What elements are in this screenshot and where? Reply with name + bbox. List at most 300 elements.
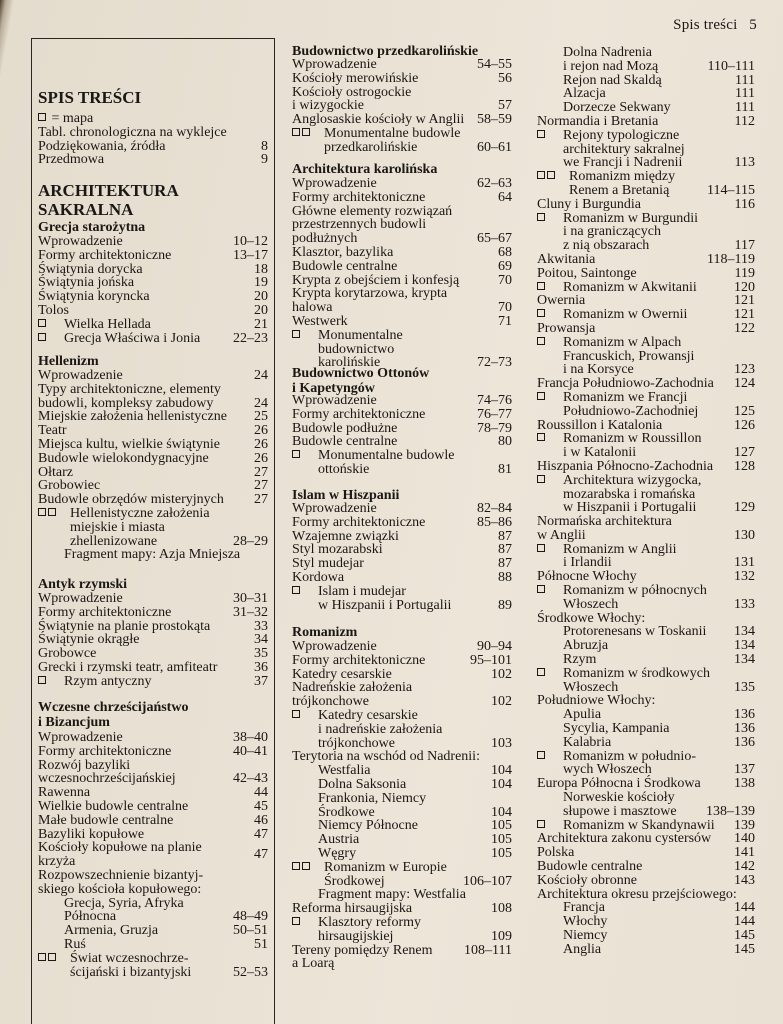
toc-entry[interactable] — [537, 336, 755, 377]
toc-entry-text: Architektura wizygocka, mozarabska i romańska w Hiszpanii i Portugalii — [563, 472, 702, 516]
toc-entry-title — [38, 332, 200, 346]
toc-entry[interactable] — [537, 860, 755, 874]
toc-entry-title: Grobowiec — [38, 478, 101, 494]
toc-entry-page: 24 — [254, 395, 268, 411]
toc-entry[interactable] — [537, 584, 755, 612]
toc-entry[interactable] — [537, 377, 755, 391]
toc-entry[interactable] — [292, 274, 512, 288]
toc-entry[interactable] — [292, 329, 512, 370]
toc-entry-page: 10–12 — [233, 234, 268, 249]
toc-entry-page: 80 — [498, 434, 512, 450]
toc-entry[interactable] — [537, 170, 755, 198]
toc-entry-title — [537, 212, 698, 253]
toc-entry[interactable] — [537, 777, 755, 791]
toc-entry-title — [38, 507, 210, 548]
toc-entry[interactable] — [537, 694, 755, 708]
toc-entry[interactable] — [38, 153, 268, 167]
toc-entry[interactable] — [537, 46, 755, 74]
toc-entry-title: Budowle centralne — [292, 258, 398, 274]
toc-entry[interactable] — [292, 502, 512, 516]
toc-entry-title: Dolna Nadrenia i rejon nad Mozą — [563, 45, 659, 74]
toc-entry-page: 111 — [735, 86, 755, 102]
toc-entry[interactable] — [537, 432, 755, 460]
toc-entry[interactable] — [292, 764, 512, 778]
toc-entry[interactable] — [537, 308, 755, 322]
toc-entry[interactable] — [537, 294, 755, 308]
toc-entry[interactable] — [537, 943, 755, 957]
toc-entry-page: 131 — [734, 555, 755, 571]
toc-entry[interactable] — [292, 654, 512, 668]
map-symbol-icon — [537, 336, 563, 377]
toc-entry-title — [38, 675, 151, 689]
toc-entry[interactable] — [38, 410, 268, 424]
part-heading: ARCHITEKTURA SAKRALNA — [38, 181, 179, 219]
toc-entry-page: 110–111 — [707, 58, 755, 74]
toc-entry-title — [537, 391, 698, 419]
toc-entry[interactable] — [537, 653, 755, 667]
toc-entry[interactable] — [38, 383, 268, 411]
toc-entry-list — [537, 46, 755, 957]
square-map-symbol-icon — [537, 668, 545, 676]
toc-entry-title: Akwitania — [537, 251, 596, 267]
toc-entry[interactable] — [38, 924, 268, 938]
toc-entry[interactable] — [537, 667, 755, 695]
toc-entry-page: 38–40 — [233, 730, 268, 745]
toc-entry-page: 21 — [254, 316, 268, 332]
map-symbol-icon — [38, 952, 70, 980]
toc-entry[interactable] — [537, 474, 755, 515]
toc-entry-title — [537, 543, 677, 571]
map-symbol-icon — [537, 584, 563, 612]
toc-entry-page: 122 — [734, 320, 755, 336]
toc-entry[interactable] — [292, 246, 512, 260]
toc-entry-page: 57 — [498, 98, 512, 114]
toc-entry-page: 71 — [498, 313, 512, 329]
toc-entry[interactable] — [292, 191, 512, 205]
map-symbol-icon — [537, 432, 563, 460]
toc-entry[interactable] — [292, 750, 512, 764]
toc-entry[interactable] — [38, 952, 268, 980]
toc-entry-page: 26 — [254, 450, 268, 466]
map-symbol-icon — [38, 507, 70, 548]
section-heading: Budownictwo przedkarolińskie — [292, 44, 479, 59]
toc-entry-title: Normandia i Bretania — [537, 113, 659, 129]
square-map-symbol-icon — [292, 917, 300, 925]
toc-entry-page: 105 — [491, 818, 512, 834]
toc-entry-title: Wprowadzenie — [292, 393, 377, 408]
toc-entry-title — [292, 709, 442, 750]
toc-entry[interactable] — [537, 115, 755, 129]
toc-entry-list — [292, 640, 512, 971]
toc-entry[interactable] — [292, 516, 512, 530]
toc-entry[interactable] — [38, 786, 268, 800]
toc-entry[interactable] — [292, 205, 512, 246]
toc-entry-title: Wprowadzenie — [292, 639, 377, 654]
toc-entry[interactable] — [292, 916, 512, 944]
toc-entry-page: 125 — [734, 403, 755, 419]
toc-entry-title: Główne elementy rozwiązań przestrzennych budowli podłużnych — [292, 203, 453, 247]
toc-entry[interactable] — [537, 253, 755, 267]
toc-entry[interactable] — [38, 759, 268, 787]
toc-entry-title: Anglia — [563, 941, 602, 957]
toc-entry-title: Reforma hirsaugijska — [292, 901, 413, 917]
toc-entry-page: 45 — [254, 798, 268, 814]
toc-entry-title: Typy architektoniczne, elementy budowli, kompleksy zabudowy — [38, 381, 221, 411]
toc-entry-title: Wprowadzenie — [38, 368, 123, 383]
toc-entry[interactable] — [38, 249, 268, 263]
toc-entry[interactable] — [292, 127, 512, 155]
toc-entry-page: 87 — [498, 542, 512, 558]
toc-entry-title: Nadreńskie założenia trójkonchowe — [292, 680, 413, 710]
toc-entry[interactable] — [38, 592, 268, 606]
toc-entry-title: Ołtarz — [38, 464, 73, 480]
toc-entry-title: Terytoria na wschód od Nadrenii: — [292, 749, 480, 765]
toc-entry-page: 70 — [498, 272, 512, 288]
toc-entry-page: 121 — [734, 293, 755, 309]
toc-entry[interactable] — [38, 304, 268, 318]
toc-entry-title — [537, 170, 675, 198]
toc-entry[interactable] — [292, 902, 512, 916]
toc-entry[interactable] — [292, 422, 512, 436]
toc-entry-title: Dolna Saksonia — [318, 776, 407, 792]
toc-entry-page: 54–55 — [477, 57, 512, 72]
toc-entry[interactable] — [38, 369, 268, 383]
toc-entry-page: 144 — [734, 914, 755, 930]
toc-entry[interactable] — [537, 625, 755, 639]
toc-entry[interactable] — [537, 832, 755, 846]
toc-entry[interactable] — [537, 198, 755, 212]
toc-entry-text: Wielka Hellada — [64, 316, 151, 332]
toc-entry-title: Niemcy Północne — [318, 818, 418, 834]
toc-entry-title — [292, 861, 447, 889]
toc-entry-title: Styl mudejar — [292, 556, 364, 572]
square-map-symbol-icon — [38, 508, 46, 516]
toc-entry[interactable] — [38, 332, 268, 346]
toc-entry-title: Budowle centralne — [537, 859, 643, 875]
toc-entry-page: 103 — [491, 735, 512, 751]
toc-entry-title: Krypta z obejściem i konfesją — [292, 272, 460, 288]
toc-entry[interactable] — [537, 819, 755, 833]
toc-entry-title: Francja — [563, 900, 605, 916]
toc-entry[interactable] — [292, 543, 512, 557]
toc-entry-title: Kościoły ostrogockie i wizygockie — [292, 84, 412, 114]
toc-entry[interactable] — [38, 647, 268, 661]
toc-entry[interactable] — [537, 888, 755, 902]
map-symbol-icon — [537, 129, 563, 170]
toc-entry-page: 51 — [254, 936, 268, 952]
toc-entry-title: Protorenesans w Toskanii — [563, 624, 707, 640]
toc-entry[interactable] — [537, 722, 755, 736]
toc-entry-page: 143 — [734, 872, 755, 888]
toc-entry-title: Rzym — [563, 652, 597, 668]
toc-entry-page: 9 — [261, 152, 268, 168]
toc-entry[interactable] — [38, 438, 268, 452]
toc-entry-title: Anglosaskie kościoły w Anglii — [292, 112, 465, 128]
toc-entry[interactable] — [38, 126, 268, 140]
toc-entry-page: 69 — [498, 258, 512, 274]
toc-entry[interactable] — [537, 281, 755, 295]
map-symbol-icon — [537, 819, 563, 833]
toc-entry[interactable] — [38, 731, 268, 745]
toc-entry-page: 124 — [734, 376, 755, 392]
toc-entry-title — [537, 667, 710, 695]
toc-entry-page: 132 — [734, 569, 755, 585]
square-map-symbol-icon — [537, 585, 545, 593]
map-symbol-icon — [292, 329, 318, 370]
toc-entry[interactable] — [38, 318, 268, 332]
toc-entry[interactable] — [537, 915, 755, 929]
toc-entry-page: 145 — [734, 941, 755, 957]
toc-entry[interactable] — [292, 435, 512, 449]
toc-entry-page: 119 — [734, 265, 755, 281]
toc-entry-title: Południowe Włochy: — [537, 693, 656, 709]
toc-entry-title — [292, 916, 421, 944]
toc-entry[interactable] — [537, 515, 755, 543]
toc-entry[interactable] — [38, 606, 268, 620]
map-symbol-icon — [537, 391, 563, 419]
toc-entry-page: 25 — [254, 409, 268, 425]
toc-entry[interactable] — [292, 72, 512, 86]
toc-entry-title: Grecki i rzymski teatr, amfiteatr — [38, 659, 218, 675]
toc-entry[interactable] — [292, 530, 512, 544]
toc-entry-title: Wprowadzenie — [292, 501, 377, 516]
toc-entry-page: 128 — [734, 458, 755, 474]
toc-entry[interactable] — [38, 290, 268, 304]
section-heading: Romanizm — [292, 625, 358, 640]
toc-entry[interactable] — [38, 493, 268, 507]
toc-entry-page: 27 — [254, 492, 268, 508]
toc-entry[interactable] — [537, 901, 755, 915]
toc-entry[interactable] — [292, 709, 512, 750]
toc-entry-page: 36 — [254, 659, 268, 675]
toc-entry-title: Formy architektoniczne — [38, 247, 172, 263]
toc-entry-title: Polska — [537, 845, 575, 861]
toc-entry-title: Kościoły kopułowe na planie krzyża — [38, 840, 202, 870]
toc-entry[interactable] — [537, 460, 755, 474]
toc-entry[interactable] — [38, 938, 268, 952]
toc-entry[interactable] — [292, 847, 512, 861]
toc-entry-list — [292, 177, 512, 370]
toc-entry-page: 105 — [491, 845, 512, 861]
toc-entry[interactable] — [292, 86, 512, 114]
toc-entry[interactable] — [38, 466, 268, 480]
section-heading: Wczesne chrześcijaństwo i Bizancjum — [38, 700, 189, 730]
toc-entry[interactable] — [292, 778, 512, 792]
toc-entry-title: Roussillon i Katalonia — [537, 417, 663, 433]
toc-entry-page: 8 — [261, 138, 268, 154]
toc-entry-title: Cluny i Burgundia — [537, 196, 641, 212]
toc-entry[interactable] — [537, 736, 755, 750]
part-heading: SPIS TREŚCI — [38, 88, 142, 107]
toc-entry[interactable] — [292, 888, 512, 902]
toc-entry[interactable] — [292, 449, 512, 477]
toc-entry-page: 134 — [734, 624, 755, 640]
toc-entry[interactable] — [292, 260, 512, 274]
toc-entry[interactable] — [292, 394, 512, 408]
toc-entry[interactable] — [292, 668, 512, 682]
toc-entry[interactable] — [38, 800, 268, 814]
toc-entry-list — [38, 112, 268, 167]
toc-entry[interactable] — [537, 87, 755, 101]
toc-entry-page: 47 — [254, 826, 268, 842]
toc-entry[interactable] — [292, 571, 512, 585]
toc-entry[interactable] — [292, 640, 512, 654]
toc-entry-page: 109 — [491, 928, 512, 944]
toc-entry[interactable] — [292, 408, 512, 422]
toc-entry[interactable] — [38, 661, 268, 675]
toc-entry-page: 104 — [491, 763, 512, 779]
toc-entry-title: Wprowadzenie — [292, 176, 377, 191]
toc-entry-page: 27 — [254, 464, 268, 480]
toc-entry[interactable] — [38, 548, 268, 562]
toc-entry-page: 106–107 — [463, 873, 512, 889]
map-symbol-icon — [537, 308, 563, 322]
toc-entry[interactable] — [537, 570, 755, 584]
toc-entry[interactable] — [537, 639, 755, 653]
toc-entry[interactable] — [38, 452, 268, 466]
toc-entry-title: Norweskie kościoły słupowe i masztowe — [563, 790, 677, 819]
toc-entry[interactable] — [38, 633, 268, 647]
toc-entry[interactable] — [38, 675, 268, 689]
toc-entry-list — [292, 502, 512, 612]
toc-entry-page: 65–67 — [477, 231, 512, 247]
toc-entry-page: 37 — [254, 673, 268, 689]
toc-entry-page: 26 — [254, 436, 268, 452]
toc-entry[interactable] — [38, 479, 268, 493]
section-heading: Hellenizm — [38, 354, 99, 369]
toc-entry-page: 135 — [734, 679, 755, 695]
toc-entry-title: Klasztor, bazylika — [292, 244, 394, 260]
toc-entry-title — [537, 819, 715, 833]
toc-entry-list — [38, 592, 268, 689]
toc-entry-page: 35 — [254, 646, 268, 662]
square-map-symbol-icon — [537, 282, 545, 290]
toc-entry[interactable] — [537, 212, 755, 253]
toc-entry-page: 85–86 — [477, 514, 512, 530]
toc-entry[interactable] — [292, 792, 512, 820]
toc-entry-page: 20 — [254, 302, 268, 318]
toc-entry[interactable] — [38, 507, 268, 548]
toc-entry[interactable] — [537, 101, 755, 115]
toc-entry[interactable] — [38, 828, 268, 842]
toc-entry-page: 33 — [254, 618, 268, 634]
toc-entry-title — [537, 308, 687, 322]
toc-entry[interactable] — [38, 869, 268, 897]
toc-entry-page: 18 — [254, 261, 268, 277]
toc-entry[interactable] — [537, 419, 755, 433]
toc-entry[interactable] — [537, 543, 755, 571]
toc-entry[interactable] — [292, 819, 512, 833]
toc-entry-page: 133 — [734, 596, 755, 612]
toc-entry[interactable] — [292, 287, 512, 315]
toc-entry[interactable] — [38, 841, 268, 869]
toc-entry[interactable] — [537, 929, 755, 943]
toc-entry[interactable] — [537, 791, 755, 819]
toc-entry[interactable] — [292, 177, 512, 191]
toc-entry-title: Armenia, Gruzja — [64, 923, 159, 939]
toc-entry[interactable] — [292, 585, 512, 613]
toc-entry[interactable] — [537, 74, 755, 88]
map-symbol-icon — [537, 543, 563, 571]
square-map-symbol-icon — [537, 475, 545, 483]
toc-entry-title: Budowle wielokondygnacyjne — [38, 450, 209, 466]
toc-entry[interactable] — [537, 846, 755, 860]
toc-entry[interactable] — [537, 267, 755, 281]
toc-entry[interactable] — [537, 874, 755, 888]
toc-entry[interactable] — [537, 612, 755, 626]
toc-entry[interactable] — [38, 745, 268, 759]
toc-entry-title: Miejsca kultu, wielkie świątynie — [38, 436, 220, 452]
toc-entry-title: Fragment mapy: Westfalia — [318, 887, 466, 903]
toc-entry-title: Środkowe Włochy: — [537, 610, 646, 626]
toc-entry-title: Katedry cesarskie — [292, 666, 392, 682]
toc-entry-title: Apulia — [563, 707, 602, 723]
toc-entry-page: 74–76 — [477, 393, 512, 408]
toc-entry[interactable] — [292, 861, 512, 889]
toc-entry-page: 64 — [498, 189, 512, 205]
toc-entry-page: 22–23 — [233, 330, 268, 346]
toc-entry[interactable] — [537, 322, 755, 336]
toc-entry[interactable] — [292, 944, 512, 972]
toc-entry-title: Dorzecze Sekwany — [563, 100, 671, 116]
toc-entry-title — [537, 584, 707, 612]
toc-entry-title: Kościoły obronne — [537, 872, 637, 888]
toc-entry-page: 118–119 — [707, 251, 755, 267]
toc-entry[interactable] — [292, 833, 512, 847]
section-heading: Budownictwo Ottonów i Kapetyngów — [292, 366, 430, 396]
toc-entry-title: Prowansja — [537, 320, 596, 336]
toc-entry[interactable] — [292, 58, 512, 72]
toc-entry-title: Wprowadzenie — [38, 591, 123, 606]
toc-entry-page: 134 — [734, 638, 755, 654]
square-map-symbol-icon — [292, 862, 300, 870]
toc-entry[interactable] — [292, 557, 512, 571]
toc-entry[interactable] — [292, 681, 512, 709]
toc-entry[interactable] — [537, 129, 755, 170]
toc-entry-title: Świątynia dorycka — [38, 261, 143, 277]
toc-entry[interactable] — [292, 315, 512, 329]
toc-entry-page: 47 — [254, 847, 268, 863]
toc-entry-title: Kordowa — [292, 569, 345, 585]
toc-entry[interactable] — [38, 112, 268, 126]
toc-entry[interactable] — [38, 235, 268, 249]
toc-entry-page: 123 — [734, 362, 755, 378]
toc-entry-text: Romanizm między Renem a Bretanią — [569, 169, 676, 198]
toc-entry-title: Architektura okresu przejściowego: — [537, 886, 737, 902]
toc-entry-text: Romanizm w środkowych Włoszech — [563, 665, 710, 695]
toc-entry[interactable] — [38, 140, 268, 154]
toc-entry[interactable] — [537, 708, 755, 722]
toc-entry[interactable] — [38, 424, 268, 438]
toc-entry-page: 111 — [735, 100, 755, 116]
toc-entry-page: 138–139 — [706, 803, 755, 819]
toc-entry-text: Romanizm w Anglii i Irlandii — [563, 541, 677, 571]
toc-entry[interactable] — [537, 391, 755, 419]
toc-entry[interactable] — [38, 814, 268, 828]
square-map-symbol-icon — [537, 392, 545, 400]
toc-entry-text: Monumentalne budowle przedkarolińskie — [324, 125, 461, 155]
toc-entry-text: Romanizm w Alpach Francuskich, Prowansji i na Korsyce — [563, 334, 695, 378]
toc-entry[interactable] — [38, 897, 268, 925]
toc-entry-page: 30–31 — [233, 591, 268, 606]
toc-entry-title: Bazyliki kopułowe — [38, 826, 145, 842]
toc-entry[interactable] — [292, 113, 512, 127]
toc-entry-page: 95–101 — [470, 652, 512, 668]
square-map-symbol-icon — [537, 433, 545, 441]
toc-entry-text: Islam i mudejar w Hiszpanii i Portugalii — [318, 583, 452, 613]
toc-entry[interactable] — [537, 750, 755, 778]
toc-entry-title: Styl mozarabski — [292, 542, 383, 558]
